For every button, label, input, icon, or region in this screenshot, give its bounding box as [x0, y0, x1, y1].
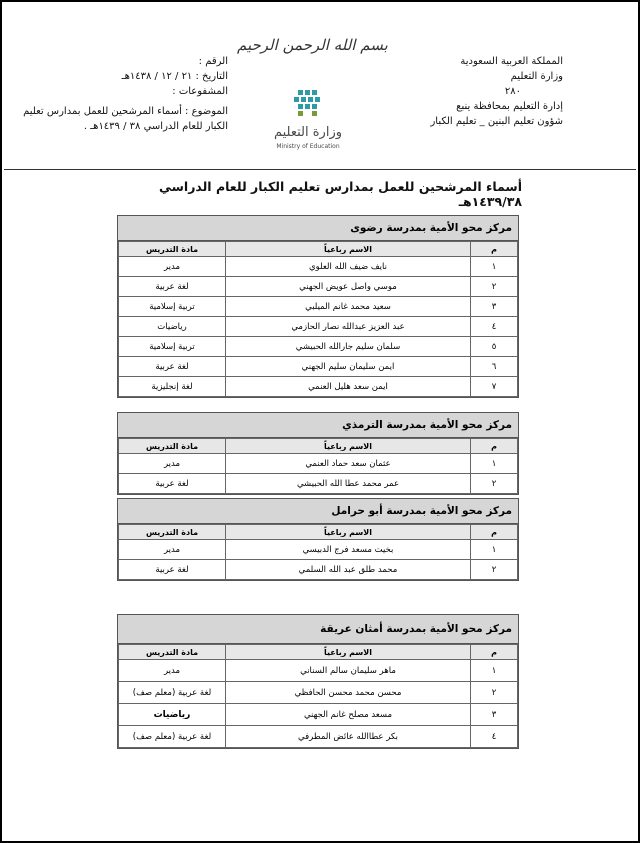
row-subject: لغة إنجليزية [119, 377, 226, 397]
row-subject: مدير [119, 540, 226, 560]
table-row [119, 660, 518, 682]
row-subject: تربية إسلامية [119, 337, 226, 357]
table-header-row [119, 645, 518, 660]
ministry-logo-icon [268, 88, 348, 156]
table-row [119, 277, 518, 297]
col-subject-header: مادة التدريس [119, 439, 226, 454]
table-header-row [119, 439, 518, 454]
section-table [118, 644, 518, 748]
document-page [2, 2, 638, 841]
row-num: ٥ [471, 337, 518, 357]
row-subject: لغة عربية [119, 474, 226, 494]
header-ref: الرقم : [198, 56, 228, 67]
row-subject: رياضيات [119, 704, 226, 726]
col-name-header: الاسم رباعياً [226, 242, 471, 257]
basmala: بسم الله الرحمن الرحيم [237, 36, 388, 54]
section-tirmidhi [117, 412, 519, 495]
row-num: ٤ [471, 726, 518, 748]
row-subject: مدير [119, 257, 226, 277]
section-table [118, 438, 518, 494]
header-department: إدارة التعليم بمحافظة ينبع [456, 101, 563, 112]
row-subject: مدير [119, 660, 226, 682]
row-subject: لغة عربية [119, 560, 226, 580]
row-num: ٣ [471, 297, 518, 317]
ministry-logo [268, 88, 348, 156]
col-name-header: الاسم رباعياً [226, 439, 471, 454]
row-name: عمر محمد عطا الله الحبيشي [226, 474, 471, 494]
section-title: مركز محو الأمية بمدرسة أمثان عريقة [118, 615, 518, 644]
row-num: ٣ [471, 704, 518, 726]
table-row [119, 337, 518, 357]
row-num: ٢ [471, 682, 518, 704]
row-subject: تربية إسلامية [119, 297, 226, 317]
row-name: ايمن سعد هليل العنمي [226, 377, 471, 397]
section-radwa [117, 215, 519, 398]
row-name: محسن محمد محسن الحافظي [226, 682, 471, 704]
table-row [119, 560, 518, 580]
row-name: سعيد محمد غانم الميلبي [226, 297, 471, 317]
row-num: ١ [471, 540, 518, 560]
row-name: عبد العزيز عبدالله نصار الحازمي [226, 317, 471, 337]
row-name: محمد طلق عبد الله السلمي [226, 560, 471, 580]
col-subject-header: مادة التدريس [119, 242, 226, 257]
table-header-row [119, 525, 518, 540]
row-name: بخيت مسعد فرج الدبيسي [226, 540, 471, 560]
row-name: سلمان سليم جارالله الحبيشي [226, 337, 471, 357]
logo-text-en: Ministry of Education [276, 143, 340, 150]
document-title: أسماء المرشحين للعمل بمدارس تعليم الكبار للعام الدراسي ١٤٣٩/٣٨هـ [158, 179, 522, 209]
col-name-header: الاسم رباعياً [226, 645, 471, 660]
header-kingdom: المملكة العربية السعودية [460, 56, 563, 67]
row-num: ٢ [471, 560, 518, 580]
row-name: نايف ضيف الله العلوي [226, 257, 471, 277]
row-subject: لغة عربية [119, 277, 226, 297]
section-amthan-ariqa [117, 614, 519, 749]
header-right [430, 54, 563, 129]
row-subject: لغة عربية (معلم صف) [119, 726, 226, 748]
table-row [119, 704, 518, 726]
header-date: التاريخ : ٢١ / ١٢ / ١٤٣٨هـ [121, 71, 228, 82]
row-num: ٦ [471, 357, 518, 377]
row-num: ٧ [471, 377, 518, 397]
col-num-header: م [471, 242, 518, 257]
table-row [119, 297, 518, 317]
row-name: موسي واصل عويض الجهني [226, 277, 471, 297]
section-title: مركز محو الأمية بمدرسة الترمذي [118, 413, 518, 438]
header-section: شؤون تعليم البنين _ تعليم الكبار [430, 116, 563, 127]
header-attachments: المشفوعات : [172, 86, 228, 97]
table-row [119, 726, 518, 748]
row-num: ١ [471, 660, 518, 682]
row-num: ٢ [471, 474, 518, 494]
col-name-header: الاسم رباعياً [226, 525, 471, 540]
section-table [118, 241, 518, 397]
table-row [119, 317, 518, 337]
table-row [119, 357, 518, 377]
section-title: مركز محو الأمية بمدرسة أبو حرامل [118, 499, 518, 524]
header-divider [4, 169, 636, 170]
header-number: ٢٨٠ [504, 86, 521, 97]
row-num: ٢ [471, 277, 518, 297]
row-subject: لغة عربية [119, 357, 226, 377]
row-name: ايمن سليمان سليم الجهني [226, 357, 471, 377]
table-row [119, 377, 518, 397]
section-table [118, 524, 518, 580]
col-subject-header: مادة التدريس [119, 525, 226, 540]
header-subject-line-2: الكبار للعام الدراسي ٣٨ / ١٤٣٩هـ . [83, 121, 228, 132]
row-name: مسعد مصلح غانم الجهني [226, 704, 471, 726]
logo-text-ar: وزارة التعليم [273, 125, 343, 140]
section-title: مركز محو الأمية بمدرسة رضوى [118, 216, 518, 241]
col-num-header: م [471, 645, 518, 660]
table-row [119, 454, 518, 474]
header-left [23, 54, 228, 134]
col-num-header: م [471, 439, 518, 454]
row-name: بكر عطاالله عائض المطرفي [226, 726, 471, 748]
table-header-row [119, 242, 518, 257]
col-subject-header: مادة التدريس [119, 645, 226, 660]
section-abu-haramel [117, 498, 519, 581]
row-num: ٤ [471, 317, 518, 337]
row-num: ١ [471, 454, 518, 474]
row-name: عثمان سعد حماد العنمي [226, 454, 471, 474]
row-subject: مدير [119, 454, 226, 474]
header-subject-line-1: الموضوع : أسماء المرشحين للعمل بمدارس تعليم [23, 106, 228, 117]
table-row [119, 682, 518, 704]
row-subject: رياضيات [119, 317, 226, 337]
table-row [119, 257, 518, 277]
table-row [119, 540, 518, 560]
col-num-header: م [471, 525, 518, 540]
row-num: ١ [471, 257, 518, 277]
table-row [119, 474, 518, 494]
header-ministry: وزارة التعليم [510, 71, 563, 82]
row-name: ماهر سليمان سالم السناني [226, 660, 471, 682]
row-subject: لغة عربية (معلم صف) [119, 682, 226, 704]
